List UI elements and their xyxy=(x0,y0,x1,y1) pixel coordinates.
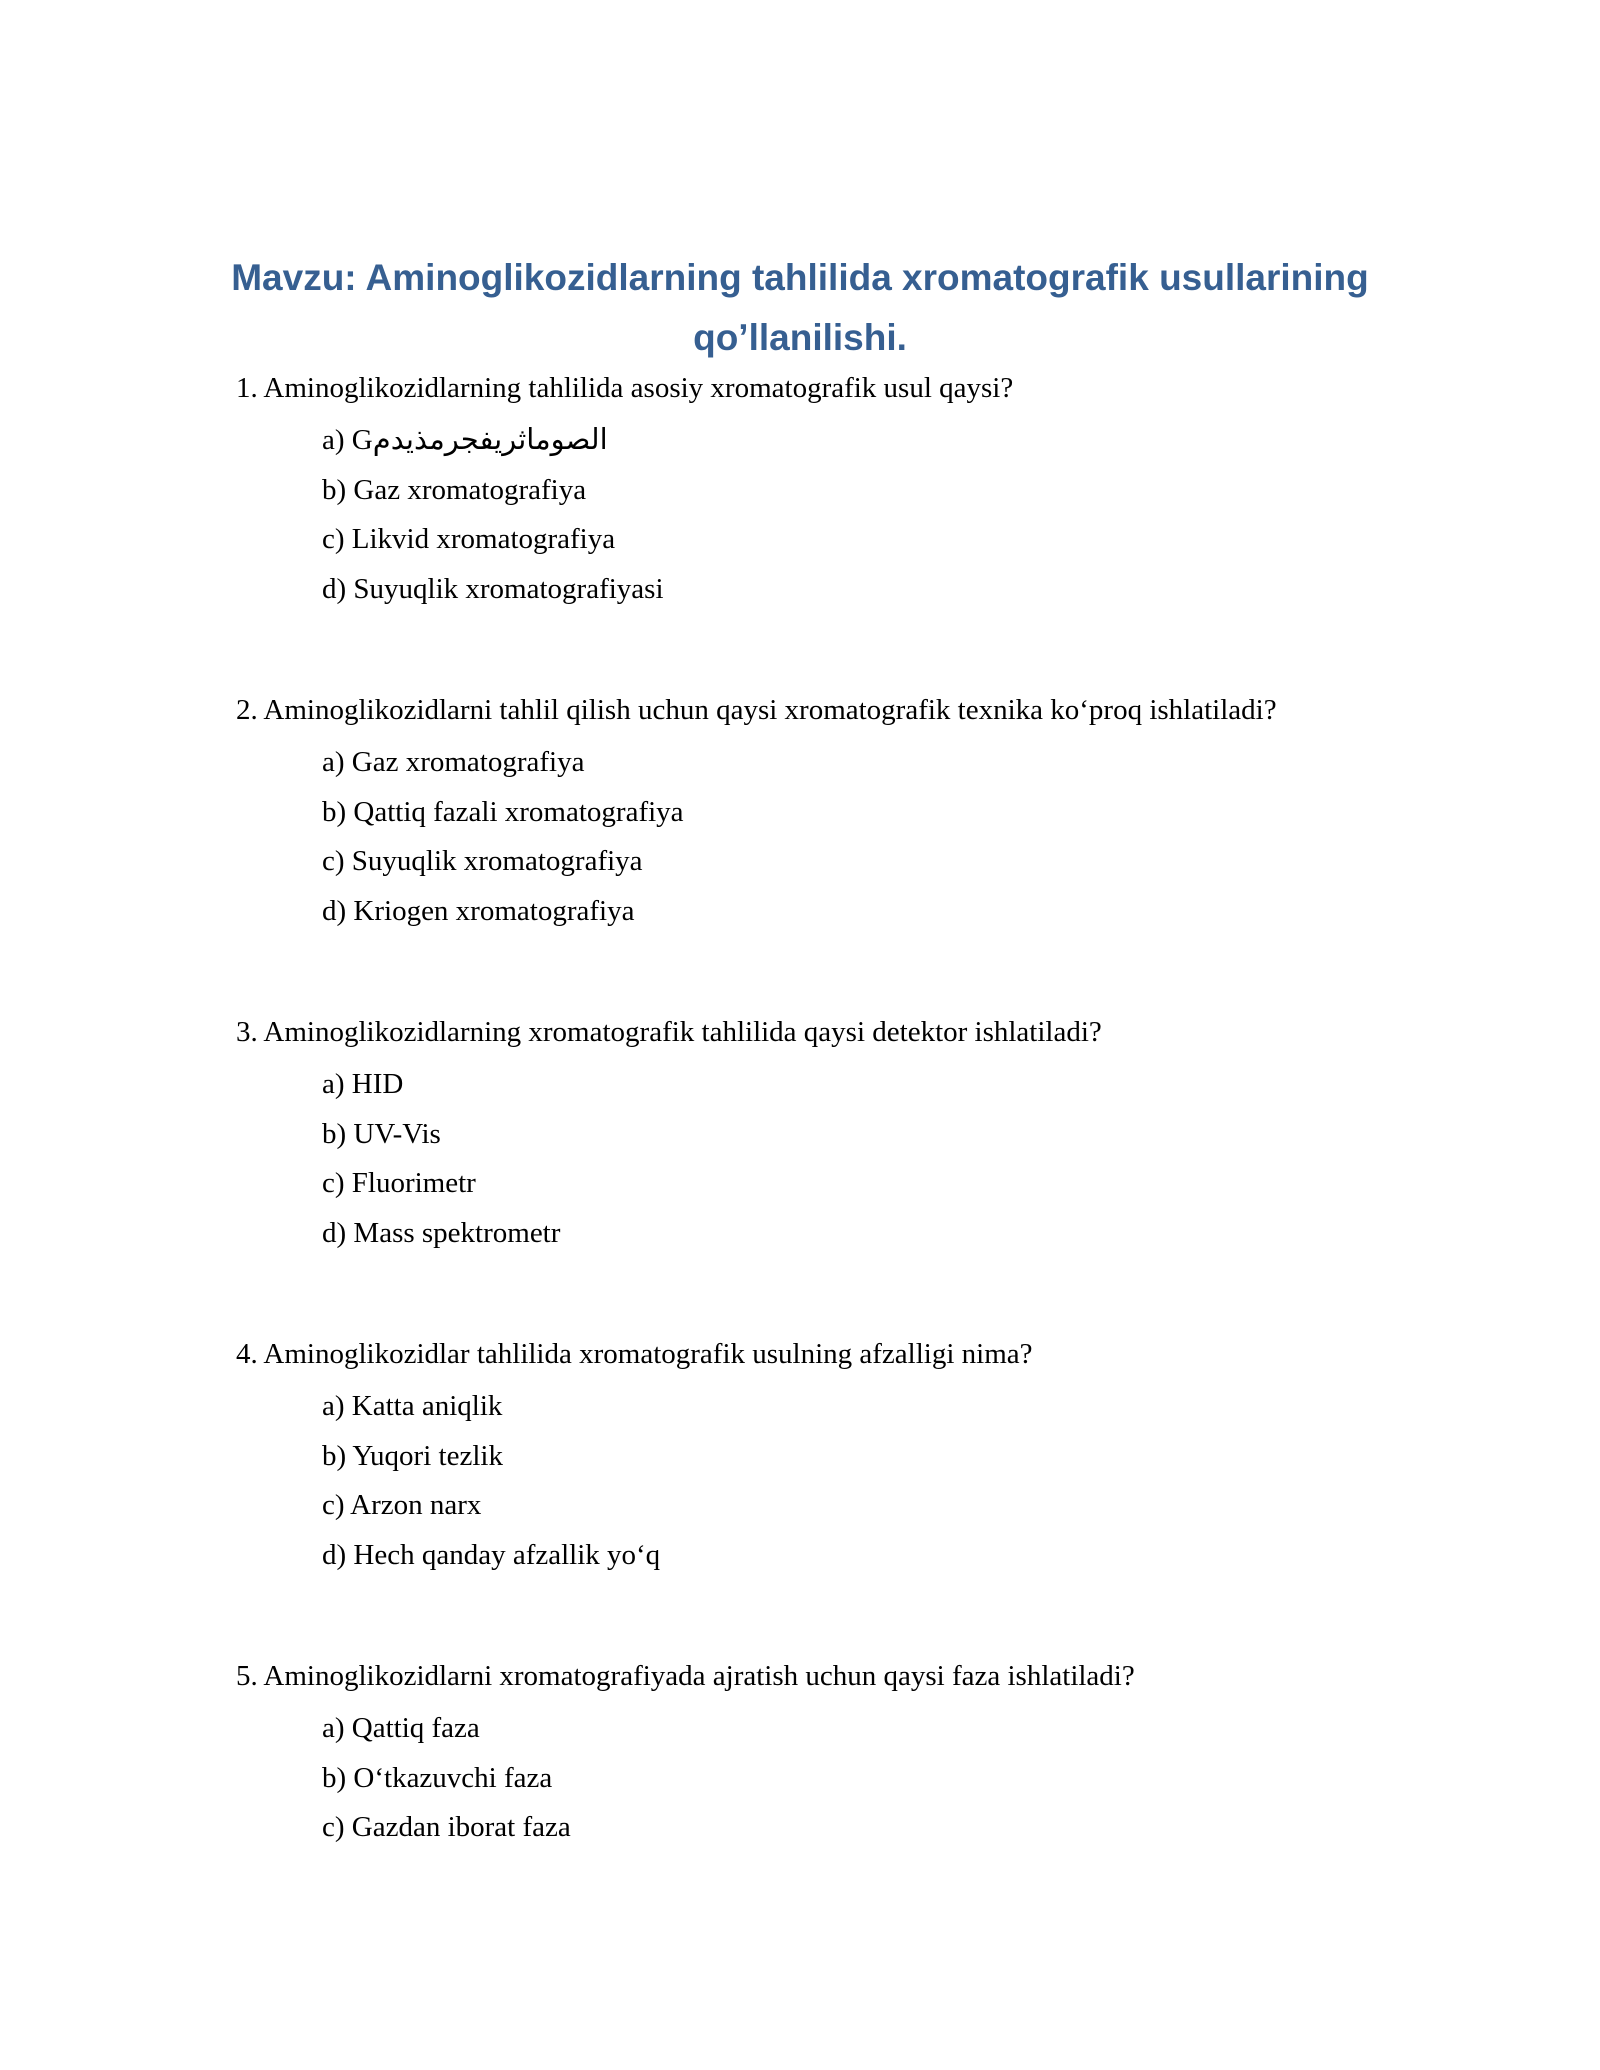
question-text: 4. Aminoglikozidlar tahlilida xromatografik usulning afzalligi nima? xyxy=(236,1338,1033,1370)
question-block-1 xyxy=(236,368,1486,614)
option-a: a) Qattiq faza xyxy=(322,1712,480,1744)
page-title: Mavzu: Aminoglikozidlarning tahlilida xromatografik usullarining qo’llanilishi. xyxy=(231,257,1369,358)
option-d: d) Suyuqlik xromatografiyasi xyxy=(322,572,664,605)
option-b: b) UV-Vis xyxy=(322,1117,441,1150)
question-text: 1. Aminoglikozidlarning tahlilida asosiy xromatografik usul qaysi? xyxy=(236,372,1014,404)
option-a: a) Gaz xromatografiya xyxy=(322,746,585,778)
option-b: b) O‘tkazuvchi faza xyxy=(322,1761,553,1794)
option-b: b) Qattiq fazali xromatografiya xyxy=(322,795,684,828)
option-c: c) Likvid xromatografiya xyxy=(322,523,616,555)
option-d: d) Kriogen xromatografiya xyxy=(322,894,635,927)
question-block-2 xyxy=(236,690,1486,936)
option-a: a) Gالصوماثريفجرمذيدم xyxy=(322,424,608,456)
option-c: c) Fluorimetr xyxy=(322,1167,476,1199)
question-text: 3. Aminoglikozidlarning xromatografik tahlilida qaysi detektor ishlatiladi? xyxy=(236,1016,1102,1048)
option-b: b) Gaz xromatografiya xyxy=(322,473,587,506)
option-list xyxy=(322,1382,1486,1580)
question-text: 5. Aminoglikozidlarni xromatografiyada ajratish uchun qaysi faza ishlatiladi? xyxy=(236,1660,1135,1692)
option-list xyxy=(322,1704,1486,1853)
question-block-4 xyxy=(236,1334,1486,1580)
question-block-3 xyxy=(236,1012,1486,1258)
option-b: b) Yuqori tezlik xyxy=(322,1439,503,1472)
option-c: c) Gazdan iborat faza xyxy=(322,1811,571,1843)
option-c: c) Suyuqlik xromatografiya xyxy=(322,845,643,877)
option-d: d) Mass spektrometr xyxy=(322,1216,561,1249)
option-list xyxy=(322,738,1486,936)
option-a: a) HID xyxy=(322,1068,404,1100)
question-block-5 xyxy=(236,1656,1486,1853)
option-list xyxy=(322,1060,1486,1258)
option-c: c) Arzon narx xyxy=(322,1489,482,1521)
question-text: 2. Aminoglikozidlarni tahlil qilish uchun qaysi xromatografik texnika ko‘proq ishlatiladi? xyxy=(236,694,1277,726)
option-list xyxy=(322,416,1486,614)
option-a: a) Katta aniqlik xyxy=(322,1390,503,1422)
option-d: d) Hech qanday afzallik yo‘q xyxy=(322,1538,661,1571)
